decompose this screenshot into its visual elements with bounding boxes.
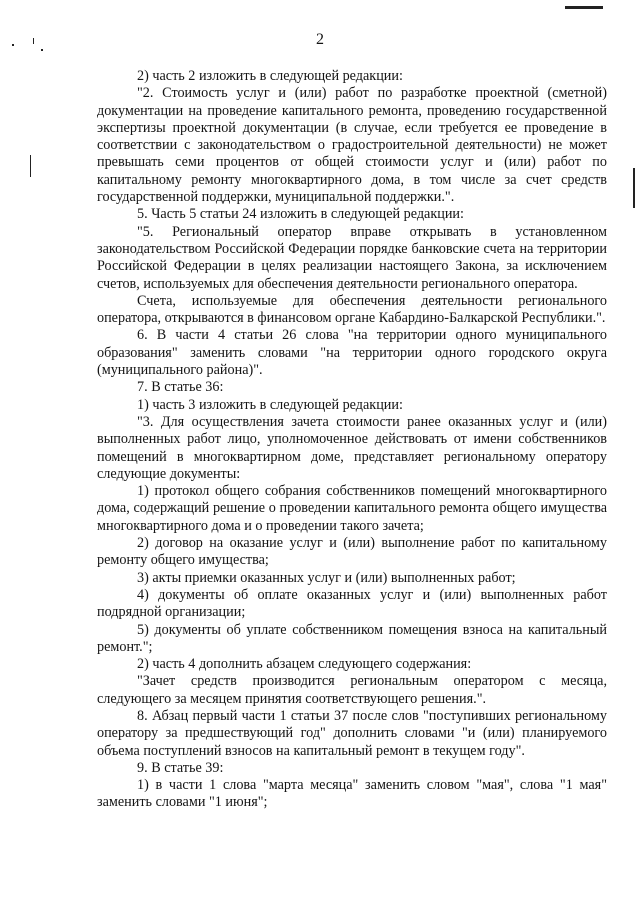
scan-mark-left-line <box>30 155 31 177</box>
paragraph: 5) документы об уплате собственником помещения взноса на капитальный ремонт."; <box>97 621 607 655</box>
paragraph: 8. Абзац первый части 1 статьи 37 после слов "поступивших региональному оператору за предшествующий год" дополнить словами "и (или) планируемого объема поступлений взносов на капитальный ремонт в текущем году". <box>97 707 607 759</box>
paragraph: "3. Для осуществления зачета стоимости ранее оказанных услуг и (или) выполненных работ лицо, уполномоченное действовать от имени собственников помещений в многоквартирном доме, представляет региональному оператору следующие документы: <box>97 413 607 482</box>
paragraph: 9. В статье 39: <box>137 759 224 776</box>
document-body <box>97 68 607 812</box>
paragraph: 4) документы об оплате оказанных услуг и (или) выполненных работ подрядной организации; <box>97 586 607 621</box>
paragraph: Счета, используемые для обеспечения деятельности регионального оператора, открываются в финансовом органе Кабардино-Балкарской Республики.". <box>97 292 607 327</box>
paragraph: 1) в части 1 слова "марта месяца" заменить словом "мая", слова "1 мая" заменить словами "1 июня"; <box>97 777 607 811</box>
paragraph: "2. Стоимость услуг и (или) работ по разработке проектной (сметной) документации на проведение капитального ремонта, проведению государственной экспертизы проектной документации (в случае, если требуется ее проведение в соответствии с законодательством о градостроительной деятельности) не может превышать семи процентов от общей стоимости услуг и (или) работ по капитальному ремонту многоквартирного дома, в том числе за счет средств государственной поддержки, муниципальной поддержки.". <box>97 85 607 206</box>
paragraph: 2) договор на оказание услуг и (или) выполнение работ по капитальному ремонту общего имущества; <box>97 535 607 569</box>
scan-mark-right-edge <box>633 168 635 208</box>
paragraph: 6. В части 4 статьи 26 слова "на территории одного муниципального образования" заменить словами "на территории одного городского округа (муниципального района)". <box>97 327 607 379</box>
paragraph: 2) часть 4 дополнить абзацем следующего содержания: <box>137 656 472 673</box>
paragraph: 7. В статье 36: <box>137 379 224 396</box>
paragraph: 5. Часть 5 статьи 24 изложить в следующей редакции: <box>137 206 464 223</box>
paragraph: 1) часть 3 изложить в следующей редакции: <box>137 396 403 413</box>
paragraph: 1) протокол общего собрания собственников помещений многоквартирного дома, содержащий решение о проведении капитального ремонта общего имущества многоквартирного дома и о проведении такого зачета; <box>97 483 607 534</box>
paragraph: "Зачет средств производится региональным оператором с месяца, следующего за месяцем принятия соответствующего решения.". <box>97 673 607 707</box>
page-number: 2 <box>316 31 324 48</box>
scan-mark-left-dot-2 <box>41 49 43 51</box>
scan-mark-top-right <box>565 6 603 9</box>
paragraph: 2) часть 2 изложить в следующей редакции: <box>137 68 403 84</box>
paragraph: "5. Региональный оператор вправе открывать в установленном законодательством Российской Федерации порядке банковские счета на территории Российской Федерации в целях реализации настоящего Закона, за исключением счетов, используемых для обеспечения деятельности регионального оператора. <box>97 223 607 292</box>
paragraph: 3) акты приемки оказанных услуг и (или) выполненных работ; <box>137 569 516 586</box>
